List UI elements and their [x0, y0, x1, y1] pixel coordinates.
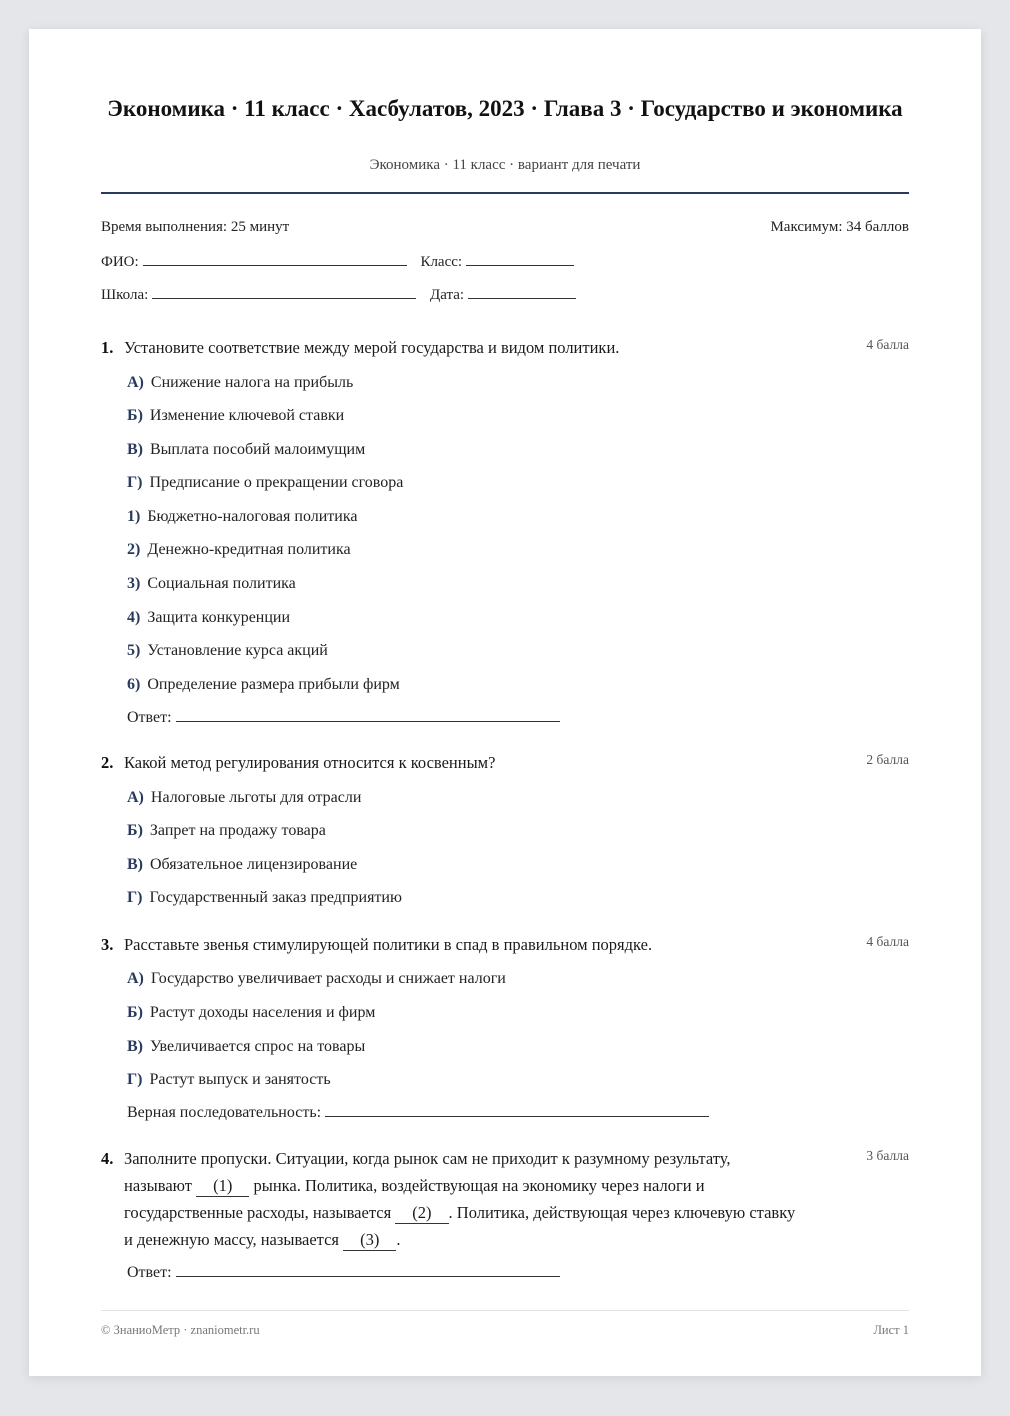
- option-item: [127, 406, 344, 426]
- fill-blank-1[interactable]: (1): [196, 1176, 249, 1197]
- option-text: Предписание о прекращении сговора: [149, 474, 404, 491]
- option-item: [127, 1037, 365, 1057]
- question-text: Установите соответствие между мерой государства и видом политики.: [124, 338, 620, 357]
- school-label: Школа:: [101, 287, 149, 303]
- question-points: 4 балла: [866, 337, 909, 352]
- fio-field[interactable]: [143, 253, 407, 266]
- option-text: Установление курса акций: [147, 642, 328, 659]
- option-item: [127, 507, 357, 527]
- option-text: Государство увеличивает расходы и снижает налоги: [150, 970, 506, 987]
- option-text: Денежно-кредитная политика: [147, 541, 351, 558]
- question-text-part: .: [396, 1230, 401, 1249]
- question-points: 3 балла: [866, 1148, 909, 1163]
- option-text: Социальная политика: [147, 575, 296, 592]
- question-number: 1.: [101, 338, 114, 357]
- option-text: Запрет на продажу товара: [149, 822, 326, 839]
- option-item: [127, 1070, 331, 1090]
- max-score: Максимум: 34 баллов: [770, 219, 909, 235]
- option-text: Снижение налога на прибыль: [150, 374, 354, 391]
- fill-blank-3[interactable]: (3): [343, 1230, 396, 1251]
- option-letter: В): [127, 856, 143, 873]
- meta-row-school: [101, 286, 909, 304]
- option-text: Обязательное лицензирование: [150, 856, 358, 873]
- option-letter: Г): [127, 1071, 143, 1088]
- option-letter: А): [127, 789, 144, 806]
- option-text: Изменение ключевой ставки: [149, 407, 345, 424]
- question-number: 2.: [101, 753, 114, 772]
- header-divider: [101, 192, 909, 194]
- sequence-field[interactable]: [325, 1104, 709, 1117]
- option-letter: Б): [127, 1004, 143, 1021]
- option-letter: А): [127, 374, 144, 391]
- page-subtitle: Экономика · 11 класс · вариант для печати: [369, 157, 641, 173]
- answer-row: [127, 1264, 560, 1282]
- option-letter: 6): [127, 676, 141, 693]
- worksheet-page: [29, 29, 981, 1376]
- option-text: Государственный заказ предприятию: [149, 889, 402, 906]
- question-points: 2 балла: [866, 752, 909, 767]
- option-letter: 1): [127, 508, 141, 525]
- option-item: [127, 969, 506, 989]
- option-item: [127, 888, 402, 908]
- answer-field[interactable]: [176, 709, 560, 722]
- option-text: Налоговые льготы для отрасли: [150, 789, 362, 806]
- option-letter: В): [127, 441, 143, 458]
- option-text: Защита конкуренции: [147, 609, 291, 626]
- option-item: [127, 788, 361, 808]
- option-text: Выплата пособий малоимущим: [150, 441, 366, 458]
- option-text: Определение размера прибыли фирм: [147, 676, 400, 693]
- question-text-part: рынка. Политика, воздействующая на экономику через налоги и государственные расходы, называется: [124, 1176, 705, 1222]
- option-item: [127, 440, 365, 460]
- option-item: [127, 641, 328, 661]
- class-label: Класс:: [420, 254, 463, 270]
- option-letter: Б): [127, 407, 143, 424]
- option-item: [127, 574, 296, 594]
- page-number: Лист 1: [873, 1323, 909, 1337]
- option-letter: 4): [127, 609, 141, 626]
- option-letter: 3): [127, 575, 141, 592]
- option-item: [127, 675, 400, 695]
- question-1: [101, 334, 909, 361]
- question-text: Какой метод регулирования относится к косвенным?: [124, 753, 496, 772]
- option-letter: Г): [127, 889, 143, 906]
- date-field[interactable]: [468, 286, 576, 299]
- sequence-label: Верная последовательность:: [127, 1104, 322, 1121]
- question-text-part: Заполните пропуски. Ситуации, когда рынок сам не приходит к разумному результату, называют: [124, 1149, 731, 1195]
- question-text-part: . Политика, действующая через ключевую ставку и денежную массу, называется: [124, 1203, 796, 1249]
- option-letter: Г): [127, 474, 143, 491]
- answer-row: [127, 709, 560, 727]
- school-field[interactable]: [152, 286, 416, 299]
- answer-label: Ответ:: [127, 1264, 172, 1281]
- option-item: [127, 373, 353, 393]
- option-item: [127, 1003, 375, 1023]
- fill-blank-2[interactable]: (2): [395, 1203, 448, 1224]
- option-item: [127, 540, 351, 560]
- answer-row: [127, 1104, 709, 1122]
- option-item: [127, 855, 357, 875]
- class-field[interactable]: [466, 253, 574, 266]
- meta-row-time: [101, 219, 909, 236]
- option-item: [127, 473, 403, 493]
- option-letter: А): [127, 970, 144, 987]
- option-letter: Б): [127, 822, 143, 839]
- option-text: Растут доходы населения и фирм: [149, 1004, 376, 1021]
- time-limit: Время выполнения: 25 минут: [101, 219, 290, 235]
- question-number: 4.: [101, 1149, 114, 1168]
- option-item: [127, 608, 290, 628]
- option-letter: 5): [127, 642, 141, 659]
- footer-divider: [101, 1310, 909, 1311]
- option-letter: 2): [127, 541, 141, 558]
- question-3: [101, 931, 909, 958]
- option-text: Бюджетно-налоговая политика: [147, 508, 358, 525]
- question-points: 4 балла: [866, 934, 909, 949]
- footer-copyright: © ЗнаниоМетр · znaniometr.ru: [101, 1323, 260, 1337]
- question-text: [124, 1145, 799, 1253]
- meta-row-fio: [101, 253, 909, 271]
- answer-field[interactable]: [176, 1264, 560, 1277]
- option-text: Растут выпуск и занятость: [149, 1071, 331, 1088]
- option-letter: В): [127, 1038, 143, 1055]
- question-4: [101, 1145, 909, 1253]
- page-title: Экономика · 11 класс · Хасбулатов, 2023 · Глава 3 · Государство и экономика: [107, 96, 903, 121]
- question-number: 3.: [101, 935, 114, 954]
- answer-label: Ответ:: [127, 709, 172, 726]
- option-item: [127, 821, 326, 841]
- option-text: Увеличивается спрос на товары: [150, 1038, 366, 1055]
- question-2: [101, 749, 909, 776]
- question-text: Расставьте звенья стимулирующей политики в спад в правильном порядке.: [124, 935, 653, 954]
- date-label: Дата:: [430, 287, 465, 303]
- fio-label: ФИО:: [101, 254, 139, 270]
